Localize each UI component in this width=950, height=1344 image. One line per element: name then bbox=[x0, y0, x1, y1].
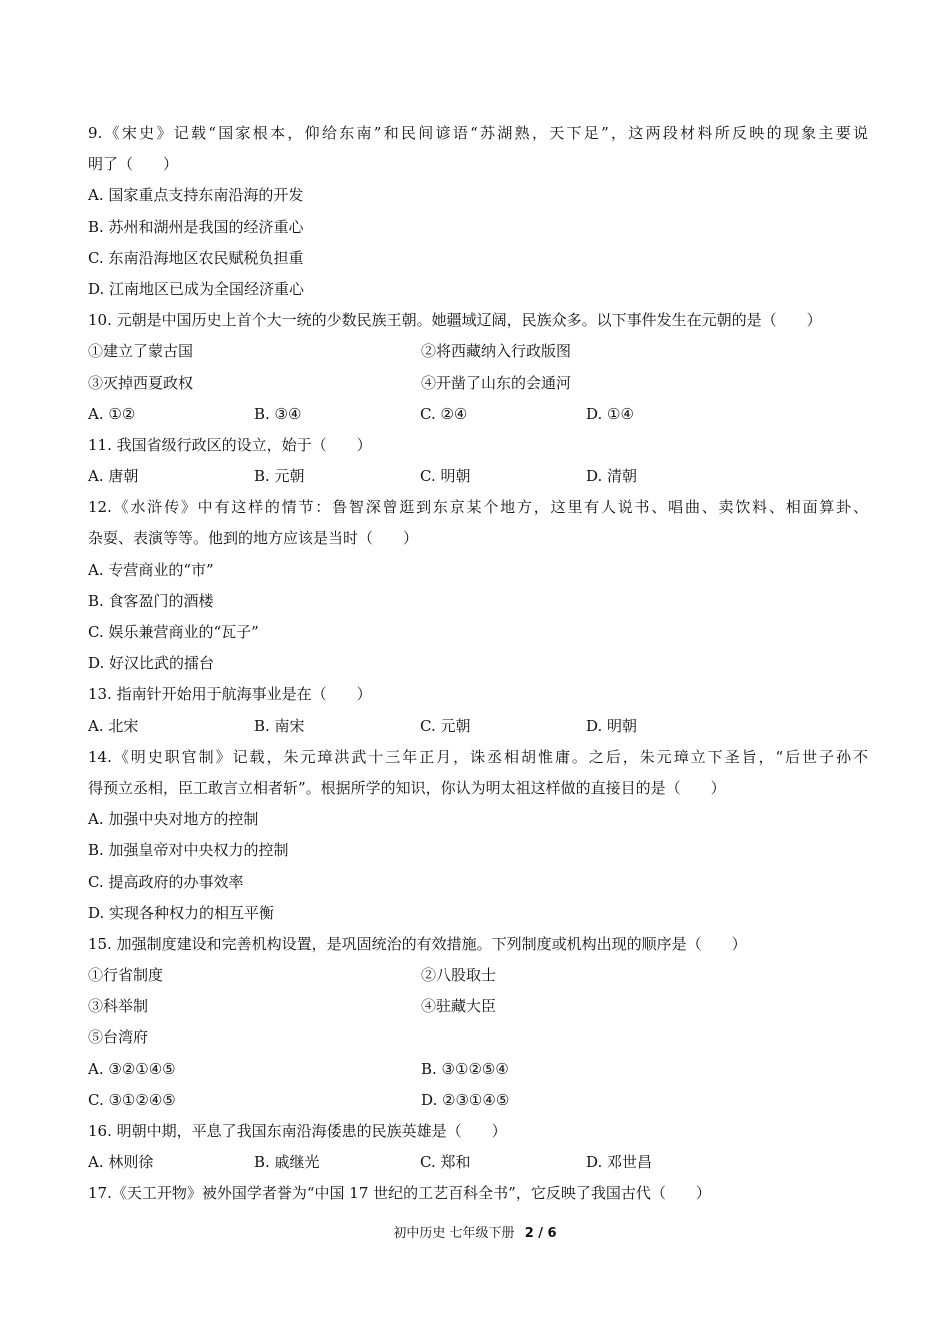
item-row bbox=[88, 368, 868, 399]
answer-option: C. 元朝 bbox=[420, 716, 471, 735]
option-row bbox=[88, 399, 868, 430]
question-stem-line: 16. 明朝中期，平息了我国东南沿海倭患的民族英雄是（ ） bbox=[88, 1122, 507, 1140]
page-number: 2 / 6 bbox=[524, 1226, 557, 1241]
question-11 bbox=[88, 430, 868, 492]
answer-option: D. 清朝 bbox=[586, 467, 638, 486]
question-stem-line: 12.《水浒传》中有这样的情节：鲁智深曾逛到东京某个地方，这里有人说书、唱曲、卖饮料、相面算卦、 bbox=[88, 498, 868, 517]
statement-item: ④驻藏大臣 bbox=[421, 997, 497, 1016]
statement-item: ②八股取士 bbox=[421, 966, 497, 985]
answer-option: B. 食客盈门的酒楼 bbox=[88, 591, 214, 610]
question-16 bbox=[88, 1116, 868, 1178]
question-stem-line: 15. 加强制度建设和完善机构设置，是巩固统治的有效措施。下列制度或机构出现的顺序是（ ） bbox=[88, 934, 747, 953]
answer-option: A. 加强中央对地方的控制 bbox=[88, 810, 259, 829]
answer-option: B. 元朝 bbox=[254, 467, 305, 486]
answer-option: B. 南宋 bbox=[254, 716, 305, 735]
answer-option: C. ②④ bbox=[420, 404, 468, 423]
question-stem-line: 得预立丞相，臣工敢言立相者斩”。根据所学的知识，你认为明太祖这样做的直接目的是（ ） bbox=[88, 778, 726, 797]
question-stem-line: 14.《明史职官制》记载，朱元璋洪武十三年正月，诛丞相胡惟庸。之后，朱元璋立下圣旨，“后世子孙不 bbox=[88, 747, 868, 766]
answer-option: B. ③④ bbox=[254, 404, 302, 423]
answer-option: C. 郑和 bbox=[420, 1153, 471, 1172]
question-stem-line: 10. 元朝是中国历史上首个大一统的少数民族王朝。她疆域辽阔，民族众多。以下事件发生在元朝的是（ ） bbox=[88, 311, 822, 330]
option-row bbox=[88, 1054, 868, 1085]
answer-option: A. 专营商业的“市” bbox=[88, 560, 214, 579]
answer-option: D. 好汉比武的擂台 bbox=[88, 654, 215, 673]
statement-item: ⑤台湾府 bbox=[88, 1028, 149, 1047]
question-stem-line: 17.《天工开物》被外国学者誉为“中国 17 世纪的工艺百科全书”，它反映了我国古代（ ） bbox=[88, 1184, 711, 1203]
item-row bbox=[88, 336, 868, 367]
statement-item: ③灭掉西夏政权 bbox=[88, 373, 194, 392]
question-list bbox=[88, 118, 868, 1210]
answer-option: C. ③①②④⑤ bbox=[88, 1090, 176, 1109]
answer-option: A. 林则徐 bbox=[88, 1153, 154, 1172]
statement-item: ①行省制度 bbox=[88, 966, 164, 985]
question-10 bbox=[88, 305, 868, 430]
answer-option: A. 唐朝 bbox=[88, 467, 139, 486]
question-stem-line: 杂耍、表演等等。他到的地方应该是当时（ ） bbox=[88, 529, 419, 548]
question-12 bbox=[88, 492, 868, 679]
statement-item: ①建立了蒙古国 bbox=[88, 342, 194, 361]
question-17 bbox=[88, 1178, 868, 1209]
statement-item: ③科举制 bbox=[88, 997, 149, 1016]
footer-label: 初中历史 七年级下册 bbox=[393, 1226, 515, 1241]
question-stem-line: 13. 指南针开始用于航海事业是在（ ） bbox=[88, 685, 372, 704]
answer-option: D. 邓世昌 bbox=[586, 1153, 653, 1172]
answer-option: C. 娱乐兼营商业的“瓦子” bbox=[88, 623, 259, 641]
option-row bbox=[88, 711, 868, 742]
answer-option: D. 江南地区已成为全国经济重心 bbox=[88, 279, 305, 298]
answer-option: B. ③①②⑤④ bbox=[421, 1059, 509, 1078]
answer-option: D. 实现各种权力的相互平衡 bbox=[88, 903, 275, 922]
question-stem-line: 9.《宋史》记载“国家根本，仰给东南”和民间谚语“苏湖熟，天下足”，这两段材料所反映的现象主要说 bbox=[88, 124, 868, 142]
answer-option: A. ③②①④⑤ bbox=[88, 1059, 176, 1078]
answer-option: C. 提高政府的办事效率 bbox=[88, 872, 244, 891]
question-13 bbox=[88, 679, 868, 741]
option-row bbox=[88, 1147, 868, 1178]
page-footer bbox=[0, 1224, 950, 1244]
answer-option: B. 戚继光 bbox=[254, 1153, 320, 1172]
question-stem-line: 11. 我国省级行政区的设立，始于（ ） bbox=[88, 435, 372, 454]
answer-option: C. 明朝 bbox=[420, 467, 471, 486]
option-row bbox=[88, 461, 868, 492]
question-stem-line: 明了（ ） bbox=[88, 155, 179, 174]
answer-option: A. ①② bbox=[88, 404, 136, 423]
question-9 bbox=[88, 118, 868, 305]
answer-option: D. ①④ bbox=[586, 404, 634, 423]
option-row bbox=[88, 1085, 868, 1116]
question-15 bbox=[88, 929, 868, 1116]
statement-item: ②将西藏纳入行政版图 bbox=[421, 342, 572, 361]
question-14 bbox=[88, 742, 868, 929]
answer-option: B. 苏州和湖州是我国的经济重心 bbox=[88, 217, 304, 236]
answer-option: C. 东南沿海地区农民赋税负担重 bbox=[88, 248, 304, 267]
answer-option: B. 加强皇帝对中央权力的控制 bbox=[88, 841, 289, 860]
item-row bbox=[88, 960, 868, 991]
item-row bbox=[88, 991, 868, 1022]
answer-option: D. 明朝 bbox=[586, 716, 638, 735]
answer-option: D. ②③①④⑤ bbox=[421, 1090, 510, 1109]
answer-option: A. 北宋 bbox=[88, 716, 139, 735]
item-row bbox=[88, 1022, 868, 1053]
answer-option: A. 国家重点支持东南沿海的开发 bbox=[88, 186, 304, 205]
statement-item: ④开凿了山东的会通河 bbox=[421, 373, 572, 392]
